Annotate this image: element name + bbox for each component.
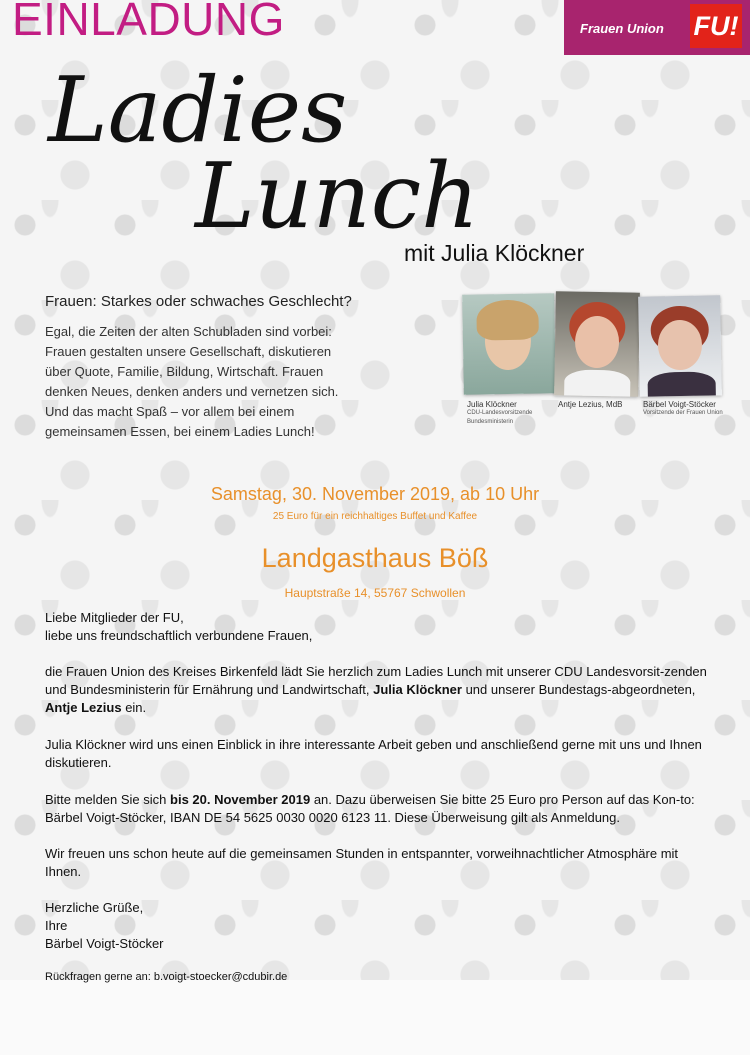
hero-title-lunch: Lunch (195, 144, 480, 249)
letter-paragraph-2: Julia Klöckner wird uns einen Einblick in ihre interessante Arbeit geben und anschließend gerne mit uns und Ihnen diskutieren. (45, 737, 702, 770)
photo-caption-1: Julia Klöckner CDU-Landesvorsitzende Bundesministerin (467, 400, 533, 425)
hero-subtitle: mit Julia Klöckner (404, 240, 585, 266)
intro-text: Egal, die Zeiten der alten Schubladen sind vorbei: Frauen gestalten unsere Gesellschaft, diskutieren über Quote, Familie, Bildung, Wirtschaft. Frauen denken Neues, denken anders und vernetzen sich. Und das macht Spaß – vor allem bei einem gemeinsamen Essen, bei einem Ladies Lunch! (45, 324, 339, 439)
contact-line: Rückfragen gerne an: b.voigt-stoecker@cdubir.de (45, 971, 288, 983)
photo-caption-2: Antje Lezius, MdB (558, 400, 623, 409)
event-address: Hauptstraße 14, 55767 Schwollen (284, 586, 466, 600)
logo-badge: FU! (690, 4, 742, 48)
frauen-union-logo (564, 0, 750, 55)
photo-antje-lezius (554, 291, 640, 396)
page-title: EINLADUNG (12, 0, 285, 45)
event-venue: Landgasthaus Böß (261, 543, 489, 573)
photo-julia-kloeckner (462, 293, 556, 395)
letter-paragraph-4: Wir freuen uns schon heute auf die gemeinsamen Stunden in entspannter, vorweihnachtlicher Atmosphäre mit Ihnen. (45, 846, 679, 879)
photo-baerbel-voigt-stoecker (638, 295, 722, 396)
event-date: Samstag, 30. November 2019, ab 10 Uhr (210, 484, 540, 504)
letter-greeting: Liebe Mitglieder der FU, liebe uns freundschaftlich verbundene Frauen, (45, 610, 313, 643)
speaker-photos (463, 290, 723, 430)
intro-heading: Frauen: Starkes oder schwaches Geschlecht? (45, 293, 352, 310)
letter-paragraph-1: die Frauen Union des Kreises Birkenfeld lädt Sie herzlich zum Ladies Lunch mit unserer CDU Landesvorsit-zenden und Bundesministerin für Ernährung und Landwirtschaft, Julia Klöckner und unserer Bundestags-abgeordneten, Antje Lezius ein. (45, 664, 707, 715)
logo-text: Frauen Union (580, 21, 664, 36)
photo-caption-3: Bärbel Voigt-Stöcker Vorsitzende der Frauen Union (643, 400, 723, 416)
event-price: 25 Euro für ein reichhaltiges Buffet und Kaffee (272, 511, 478, 522)
hero-title-ladies: Ladies (48, 58, 348, 163)
page-bottom-area (0, 980, 750, 1055)
letter-closing: Herzliche Grüße, Ihre Bärbel Voigt-Stöcker (45, 900, 164, 951)
letter-paragraph-3: Bitte melden Sie sich bis 20. November 2019 an. Dazu überweisen Sie bitte 25 Euro pro Person auf das Kon-to: Bärbel Voigt-Stöcker, IBAN DE 54 5625 0030 0020 6123 11. Diese Überweisung gilt als Anmeldung. (45, 792, 695, 825)
